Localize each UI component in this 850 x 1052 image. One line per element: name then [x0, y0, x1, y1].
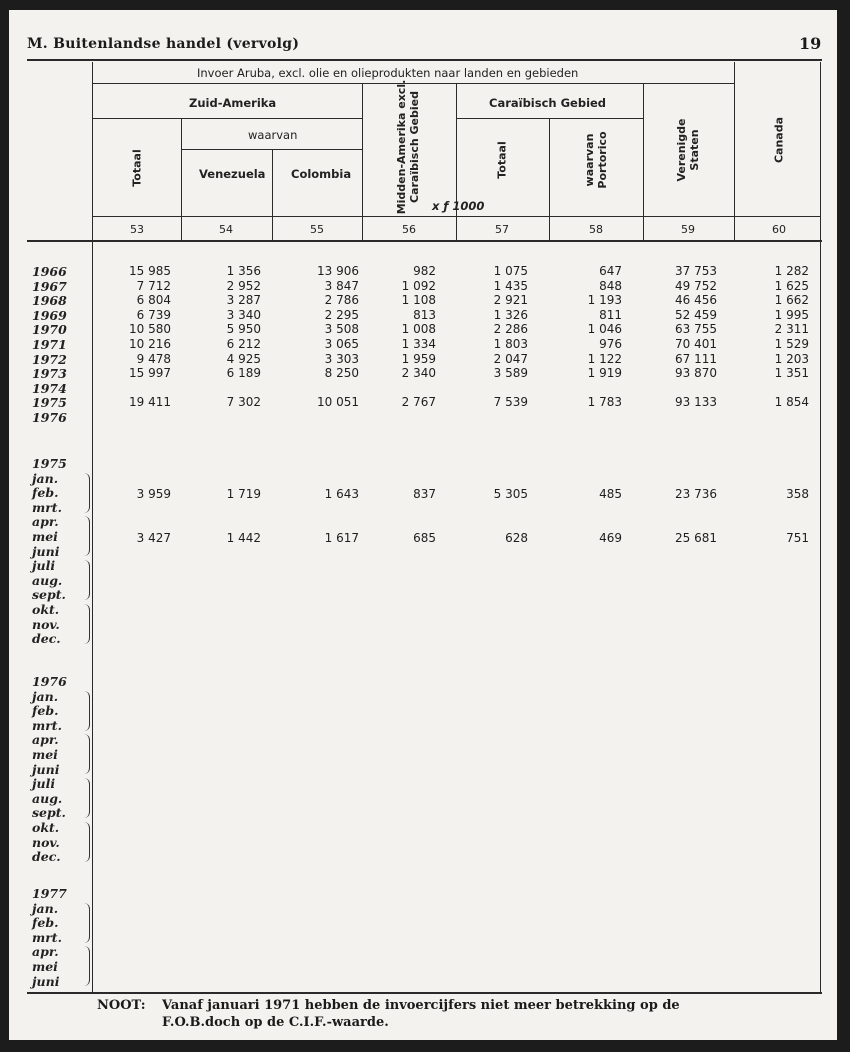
table-cell: 5 305: [493, 487, 528, 501]
table-cell: 10 216: [129, 337, 171, 351]
table-cell: 1 075: [493, 264, 528, 278]
column-number: 57: [495, 223, 509, 236]
table-cell: 1 046: [587, 322, 622, 336]
row-label-month: juni: [32, 762, 60, 777]
table-cell: 1 008: [401, 322, 436, 336]
table-cell: 1 122: [587, 352, 622, 366]
table-cell: 1 783: [587, 395, 622, 409]
header-midden-amerika: Midden-Amerika excl. Caraïbisch Gebied: [395, 79, 421, 215]
table-cell: 93 133: [675, 395, 717, 409]
quarter-brace: [83, 778, 90, 818]
page-number: 19: [799, 34, 822, 53]
table-left-border: [92, 62, 93, 992]
caraibisch-heading: Caraïbisch Gebied: [489, 96, 607, 110]
header-venezuela: Venezuela: [199, 167, 266, 181]
table-cell: 647: [599, 264, 622, 278]
row-label-month: feb.: [32, 915, 59, 930]
table-cell: 1 203: [774, 352, 809, 366]
table-cell: 628: [505, 531, 528, 545]
column-number: 60: [772, 223, 786, 236]
table-cell: 3 303: [324, 352, 359, 366]
table-cell: 25 681: [675, 531, 717, 545]
table-cell: 1 854: [774, 395, 809, 409]
table-cell: 4 925: [226, 352, 261, 366]
table-cell: 7 712: [136, 279, 171, 293]
row-label-year: 1975: [32, 395, 67, 410]
table-cell: 1 662: [774, 293, 809, 307]
row-label-month: sept.: [32, 805, 66, 820]
table-cell: 23 736: [675, 487, 717, 501]
column-number: 59: [681, 223, 695, 236]
table-cell: 848: [599, 279, 622, 293]
row-label-month: mrt.: [32, 930, 62, 945]
table-cell: 751: [786, 531, 809, 545]
block-year-label: 1975: [32, 456, 67, 471]
page-title: M. Buitenlandse handel (vervolg): [27, 36, 300, 52]
row-label-month: juni: [32, 544, 60, 559]
row-label-month: okt.: [32, 602, 60, 617]
table-right-border: [820, 62, 821, 992]
column-number: 58: [589, 223, 603, 236]
table-cell: 811: [599, 308, 622, 322]
row-label-month: juli: [32, 558, 56, 573]
unit-rule: [92, 216, 820, 217]
row-label-year: 1966: [32, 264, 67, 279]
row-label-month: mrt.: [32, 500, 62, 515]
table-cell: 2 340: [401, 366, 436, 380]
header-colombia: Colombia: [291, 167, 352, 181]
row-label-year: 1968: [32, 293, 67, 308]
quarter-brace: [83, 822, 90, 862]
quarter-brace: [83, 691, 90, 731]
table-cell: 1 282: [774, 264, 809, 278]
footnote-line-1: Vanaf januari 1971 hebben de invoercijfers niet meer betrekking op de: [162, 998, 680, 1013]
column-number: 53: [130, 223, 144, 236]
row-label-month: nov.: [32, 617, 60, 632]
row-label-month: aug.: [32, 573, 63, 588]
quarter-brace: [83, 734, 90, 774]
table-cell: 93 870: [675, 366, 717, 380]
table-cell: 1 356: [226, 264, 261, 278]
table-cell: 1 959: [401, 352, 436, 366]
table-cell: 10 051: [317, 395, 359, 409]
table-cell: 3 065: [324, 337, 359, 351]
row-label-month: feb.: [32, 703, 59, 718]
footnote-label: NOOT:: [97, 998, 146, 1013]
row-label-month: sept.: [32, 587, 66, 602]
block-year-label: 1976: [32, 674, 67, 689]
table-cell: 2 286: [493, 322, 528, 336]
row-label-month: mei: [32, 959, 58, 974]
zuid-amerika-heading: Zuid-Amerika: [189, 96, 277, 110]
table-cell: 976: [599, 337, 622, 351]
table-cell: 7 539: [493, 395, 528, 409]
row-label-year: 1972: [32, 352, 67, 367]
row-label-month: nov.: [32, 835, 60, 850]
table-cell: 63 755: [675, 322, 717, 336]
table-cell: 46 456: [675, 293, 717, 307]
quarter-brace: [83, 604, 90, 644]
column-number: 56: [402, 223, 416, 236]
table-cell: 15 997: [129, 366, 171, 380]
table-cell: 485: [599, 487, 622, 501]
table-cell: 8 250: [324, 366, 359, 380]
table-cell: 5 950: [226, 322, 261, 336]
table-cell: 3 508: [324, 322, 359, 336]
table-cell: 6 212: [226, 337, 261, 351]
table-cell: 469: [599, 531, 622, 545]
table-cell: 1 334: [401, 337, 436, 351]
table-cell: 1 617: [324, 531, 359, 545]
table-cell: 70 401: [675, 337, 717, 351]
row-label-month: okt.: [32, 820, 60, 835]
row-label-month: juni: [32, 974, 60, 989]
table-cell: 2 295: [324, 308, 359, 322]
table-cell: 1 193: [587, 293, 622, 307]
table-cell: 1 643: [324, 487, 359, 501]
table-cell: 3 287: [226, 293, 261, 307]
table-cell: 1 919: [587, 366, 622, 380]
row-label-year: 1974: [32, 381, 67, 396]
header-verenigde-staten: Verenigde Staten: [675, 118, 701, 182]
row-label-month: aug.: [32, 791, 63, 806]
row-label-year: 1973: [32, 366, 67, 381]
table-cell: 1 108: [401, 293, 436, 307]
table-cell: 6 739: [136, 308, 171, 322]
header-rule: [27, 59, 822, 61]
quarter-brace: [83, 516, 90, 556]
table-cell: 982: [413, 264, 436, 278]
zuid-amerika-rule: [92, 118, 362, 119]
table-cell: 19 411: [129, 395, 171, 409]
row-label-month: dec.: [32, 849, 61, 864]
table-cell: 358: [786, 487, 809, 501]
table-bottom-rule: [27, 992, 822, 994]
table-cell: 1 326: [493, 308, 528, 322]
row-label-month: apr.: [32, 514, 59, 529]
row-label-year: 1969: [32, 308, 67, 323]
table-cell: 685: [413, 531, 436, 545]
unit-label: x ƒ 1000: [432, 199, 485, 213]
row-label-month: apr.: [32, 944, 59, 959]
row-label-month: apr.: [32, 732, 59, 747]
column-number: 55: [310, 223, 324, 236]
table-cell: 13 906: [317, 264, 359, 278]
header-totaal-carib: Totaal: [495, 141, 509, 179]
table-cell: 813: [413, 308, 436, 322]
col-divider-53-54: [181, 118, 182, 240]
main-heading: Invoer Aruba, excl. olie en olieprodukten naar landen en gebieden: [197, 66, 579, 80]
col-divider-57-58: [549, 118, 550, 240]
table-cell: 837: [413, 487, 436, 501]
table-cell: 2 921: [493, 293, 528, 307]
table-cell: 3 427: [136, 531, 171, 545]
quarter-brace: [83, 946, 90, 986]
row-label-month: feb.: [32, 485, 59, 500]
row-label-month: jan.: [32, 689, 59, 704]
table-cell: 10 580: [129, 322, 171, 336]
table-cell: 2 047: [493, 352, 528, 366]
table-cell: 3 589: [493, 366, 528, 380]
table-cell: 6 189: [226, 366, 261, 380]
footnote-line-2: F.O.B.doch op de C.I.F.-waarde.: [162, 1015, 389, 1030]
table-cell: 49 752: [675, 279, 717, 293]
header-portorico: waarvan Portorico: [583, 131, 609, 189]
table-cell: 15 985: [129, 264, 171, 278]
table-cell: 1 529: [774, 337, 809, 351]
quarter-brace: [83, 903, 90, 943]
table-cell: 3 959: [136, 487, 171, 501]
table-cell: 1 092: [401, 279, 436, 293]
table-cell: 1 351: [774, 366, 809, 380]
column-number-rule: [27, 240, 822, 242]
quarter-brace: [83, 560, 90, 600]
quarter-brace: [83, 473, 90, 513]
row-label-year: 1971: [32, 337, 67, 352]
waarvan-heading: waarvan: [248, 128, 298, 142]
table-cell: 1 803: [493, 337, 528, 351]
row-label-year: 1976: [32, 410, 67, 425]
table-cell: 1 442: [226, 531, 261, 545]
table-cell: 1 719: [226, 487, 261, 501]
table-cell: 6 804: [136, 293, 171, 307]
row-label-year: 1970: [32, 322, 67, 337]
block-year-label: 1977: [32, 886, 67, 901]
table-cell: 2 786: [324, 293, 359, 307]
table-cell: 9 478: [136, 352, 171, 366]
row-label-month: mei: [32, 529, 58, 544]
row-label-month: jan.: [32, 471, 59, 486]
row-label-month: mei: [32, 747, 58, 762]
table-cell: 37 753: [675, 264, 717, 278]
table-cell: 1 435: [493, 279, 528, 293]
table-cell: 67 111: [675, 352, 717, 366]
table-cell: 1 625: [774, 279, 809, 293]
table-cell: 3 340: [226, 308, 261, 322]
canada-left-border: [734, 62, 735, 240]
document-page: [9, 10, 837, 1040]
table-cell: 1 995: [774, 308, 809, 322]
table-cell: 3 847: [324, 279, 359, 293]
table-cell: 2 952: [226, 279, 261, 293]
table-cell: 7 302: [226, 395, 261, 409]
table-cell: 2 311: [774, 322, 809, 336]
col-divider-54-55: [272, 149, 273, 240]
row-label-month: juli: [32, 776, 56, 791]
row-label-month: mrt.: [32, 718, 62, 733]
table-cell: 52 459: [675, 308, 717, 322]
row-label-month: jan.: [32, 901, 59, 916]
table-cell: 2 767: [401, 395, 436, 409]
row-label-year: 1967: [32, 279, 67, 294]
column-number: 54: [219, 223, 233, 236]
header-totaal-zuid: Totaal: [130, 149, 144, 187]
row-label-month: dec.: [32, 631, 61, 646]
header-canada: Canada: [772, 116, 786, 164]
